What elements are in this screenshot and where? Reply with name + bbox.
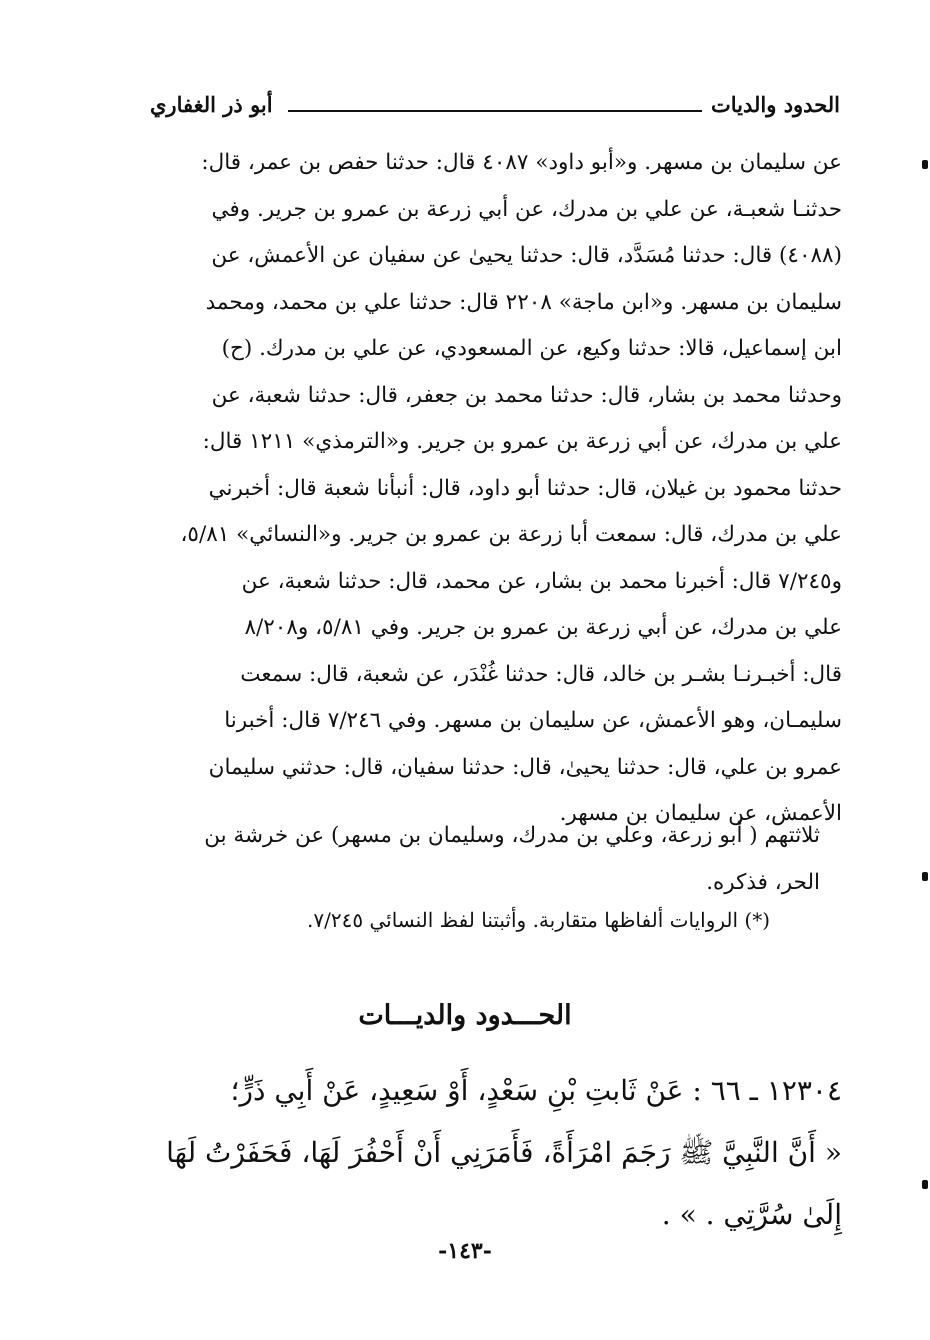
hadith-line: « أَنَّ النَّبِيَّ ﷺ رَجَمَ امْرَأَةً، فَأَمَرَنِي أَنْ أَحْفُرَ لَهَا، فَحَفَرْتُ لَهَا <box>166 1136 842 1169</box>
margin-mark <box>922 160 928 169</box>
hadith-text <box>150 1060 842 1246</box>
header-author: أبو ذر الغفاري <box>150 92 273 117</box>
text-line: علي بن مدرك، عن أبي زرعة بن عمرو بن جرير. و«الترمذي» ١٢١١ قال: <box>202 429 842 454</box>
text-line: سليمان بن مسهر. و«ابن ماجة» ٢٢٠٨ قال: حدثنا علي بن محمد، ومحمد <box>205 289 842 315</box>
text-line: الحر، فذكره. <box>706 869 820 895</box>
hadith-line: ١٢٣٠٤ ـ ٦٦ : عَنْ ثَابتِ بْنِ سَعْدٍ، أَوْ سَعِيدٍ، عَنْ أَبِي ذَرٍّ؛ <box>230 1074 842 1107</box>
text-line: و٧/٢٤٥ قال: أخبرنا محمد بن بشار، عن محمد، قال: حدثنا شعبة، عن <box>241 568 842 594</box>
text-line: ثلاثتهم ( أبو زرعة، وعلي بن مدرك، وسليمان بن مسهر) عن خرشة بن <box>204 823 820 848</box>
text-line: قال: أخبـرنـا بشـر بن خالد، قال: حدثنا غُنْدَر، عن شعبة، قال: سمعت <box>240 661 842 687</box>
margin-mark <box>922 1180 928 1189</box>
hadith-line: إِلَىٰ سُرَّتِي . » . <box>661 1198 842 1231</box>
text-line: عمرو بن علي، قال: حدثنا يحيىٰ، قال: حدثنا سفيان، قال: حدثني سليمان <box>208 754 842 780</box>
running-header <box>150 92 840 132</box>
text-line: (٤٠٨٨) قال: حدثنا مُسَدَّد، قال: حدثنا يحيىٰ عن سفيان عن الأعمش، عن <box>211 243 842 268</box>
text-line: ابن إسماعيل، قالا: حدثنا وكيع، عن المسعودي، عن علي بن مدرك. (ح) <box>221 336 842 361</box>
text-line: حدثنا محمود بن غيلان، قال: حدثنا أبو داود، قال: أنبأنا شعبة قال: أخبرني <box>208 475 842 501</box>
header-rule <box>288 110 702 112</box>
header-section-title: الحدود والديات <box>710 92 840 117</box>
margin-mark <box>922 872 928 881</box>
section-heading: الحـــدود والديـــات <box>358 1000 572 1031</box>
text-line: عن سليمان بن مسهر. و«أبو داود» ٤٠٨٧ قال: حدثنا حفص بن عمر، قال: <box>201 150 842 175</box>
text-line: وحدثنا محمد بن بشار، قال: حدثنا محمد بن جعفر، قال: حدثنا شعبة، عن <box>211 382 842 408</box>
source-citations <box>150 140 842 838</box>
text-line: سليمـان، وهو الأعمش، عن سليمان بن مسهر. وفي ٧/٢٤٦ قال: أخبرنا <box>224 708 842 733</box>
text-line: الأعمش، عن سليمان بن مسهر. <box>559 801 842 826</box>
text-line: علي بن مدرك، قال: سمعت أبا زرعة بن عمرو بن جرير. و«النسائي» ٥/٨١، <box>180 522 842 547</box>
footnote: (*) الروايات ألفاظها متقاربة. وأثبتنا لفظ النسائي ٧/٢٤٥. <box>307 908 770 932</box>
narrators-summary <box>150 813 842 906</box>
text-line: علي بن مدرك، عن أبي زرعة بن عمرو بن جرير. وفي ٥/٨١، و٨/٢٠٨ <box>244 615 842 640</box>
page-number: -١٤٣- <box>438 1238 492 1264</box>
text-line: حدثنـا شعبـة، عن علي بن مدرك، عن أبي زرعة بن عمرو بن جرير. وفي <box>211 196 842 222</box>
